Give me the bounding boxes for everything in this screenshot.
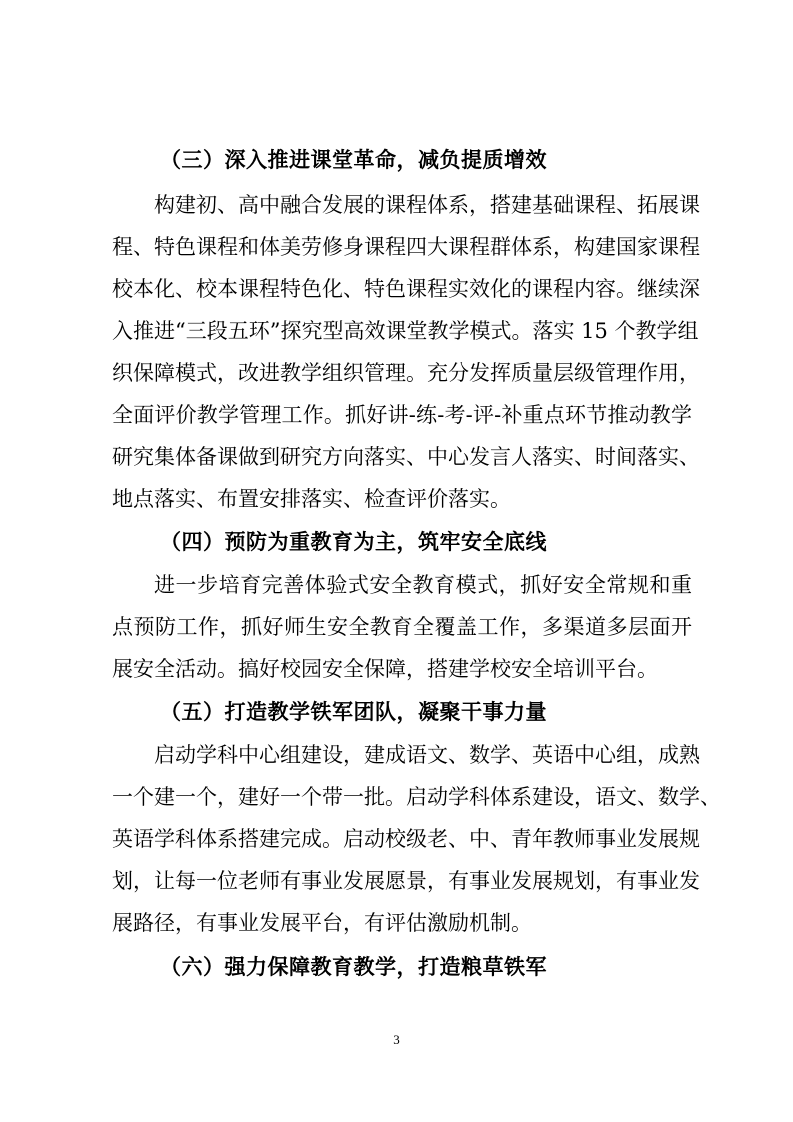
section-3-paragraph-line: 入推进“三段五环”探究型高效课堂教学模式。落实 15 个教学组 (112, 319, 699, 343)
section-6-heading: （六）强力保障教育教学，打造粮草铁军 (160, 954, 547, 979)
section-4-heading: （四）预防为重教育为主，筑牢安全底线 (160, 529, 547, 554)
section-3-paragraph-line: 校本化、校本课程特色化、特色课程实效化的课程内容。继续深 (112, 277, 700, 301)
section-5-paragraph-line: 英语学科体系搭建完成。启动校级老、中、青年教师事业发展规 (112, 827, 700, 851)
section-4-paragraph-line: 展安全活动。搞好校园安全保障，搭建学校安全培训平台。 (112, 657, 658, 681)
section-4-paragraph-line: 点预防工作，抓好师生安全教育全覆盖工作，多渠道多层面开 (112, 615, 692, 639)
section-3-heading: （三）深入推进课堂革命，减负提质增效 (160, 147, 547, 172)
section-3-paragraph-line: 织保障模式，改进教学组织管理。充分发挥质量层级管理作用， (112, 361, 700, 385)
section-5-paragraph-line: 划，让每一位老师有事业发展愿景，有事业发展规划，有事业发 (112, 869, 700, 893)
section-5-heading: （五）打造教学铁军团队，凝聚干事力量 (160, 699, 547, 724)
section-3-paragraph-line: 构建初、高中融合发展的课程体系，搭建基础课程、拓展课 (154, 193, 700, 217)
section-3-paragraph-line: 全面评价教学管理工作。抓好讲-练-考-评-补重点环节推动教学 (112, 403, 692, 427)
section-3-paragraph-line: 地点落实、布置安排落实、检查评价落实。 (112, 487, 511, 511)
page-number: 3 (393, 1032, 400, 1047)
section-5-paragraph-line: 一个建一个，建好一个带一批。启动学科体系建设，语文、数学、 (112, 785, 721, 809)
section-3-paragraph-line: 程、特色课程和体美劳修身课程四大课程群体系，构建国家课程 (112, 235, 700, 259)
section-4-paragraph-line: 进一步培育完善体验式安全教育模式，抓好安全常规和重 (154, 573, 692, 597)
section-5-paragraph-line: 展路径，有事业发展平台，有评估激励机制。 (112, 911, 532, 935)
section-5-paragraph-line: 启动学科中心组建设，建成语文、数学、英语中心组，成熟 (154, 743, 700, 767)
section-3-paragraph-line: 研究集体备课做到研究方向落实、中心发言人落实、时间落实、 (112, 445, 700, 469)
